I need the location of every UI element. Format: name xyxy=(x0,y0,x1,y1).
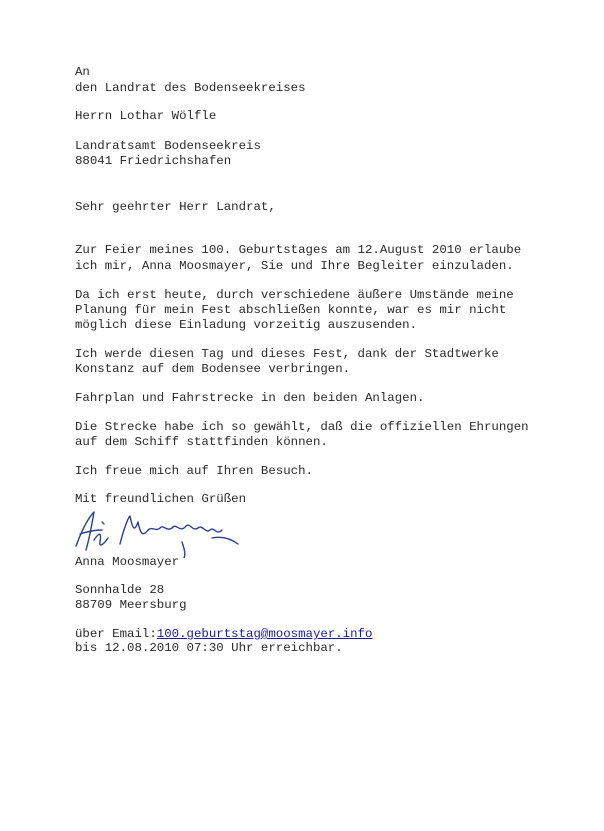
recipient-line-1: An xyxy=(75,65,90,79)
paragraph-1-line-2: ich mir, Anna Moosmayer, Sie und Ihre Begleiter einzuladen. xyxy=(75,259,514,273)
salutation: Sehr geehrter Herr Landrat, xyxy=(75,200,276,214)
recipient-city: 88041 Friedrichshafen xyxy=(75,154,232,168)
recipient-name: Herrn Lothar Wölfle xyxy=(75,109,217,123)
paragraph-2-line-1: Da ich erst heute, durch verschiedene äußere Umstände meine xyxy=(75,288,514,302)
email-link[interactable]: 100.geburtstag@moosmayer.info xyxy=(156,627,373,641)
paragraph-2-line-3: möglich diese Einladung vorzeitig auszusenden. xyxy=(75,318,418,332)
handwritten-signature xyxy=(72,508,242,558)
recipient-office: Landratsamt Bodenseekreis xyxy=(75,139,261,153)
paragraph-3-line-2: Konstanz auf dem Bodensee verbringen. xyxy=(75,362,351,376)
recipient-line-2: den Landrat des Bodenseekreises xyxy=(75,81,306,95)
paragraph-3-line-1: Ich werde diesen Tag und dieses Fest, dank der Stadtwerke xyxy=(75,347,499,361)
sender-name: Anna Moosmayer xyxy=(75,555,180,569)
paragraph-5-line-2: auf dem Schiff stattfinden können. xyxy=(75,435,328,449)
paragraph-6-line-1: Ich freue mich auf Ihren Besuch. xyxy=(75,464,313,478)
availability-line: bis 12.08.2010 07:30 Uhr erreichbar. xyxy=(75,641,343,655)
paragraph-5-line-1: Die Strecke habe ich so gewählt, daß die offiziellen Ehrungen xyxy=(75,420,529,434)
sender-street: Sonnhalde 28 xyxy=(75,583,165,597)
paragraph-2-line-2: Planung für mein Fest abschließen konnte, war es mir nicht xyxy=(75,303,507,317)
closing: Mit freundlichen Grüßen xyxy=(75,492,247,506)
paragraph-4-line-1: Fahrplan und Fahrstrecke in den beiden Anlagen. xyxy=(75,391,425,405)
email-prefix: über Email: xyxy=(75,627,157,641)
paragraph-1-line-1: Zur Feier meines 100. Geburtstages am 12.August 2010 erlaube xyxy=(75,243,522,257)
sender-city: 88709 Meersburg xyxy=(75,598,187,612)
email-line xyxy=(75,627,372,642)
